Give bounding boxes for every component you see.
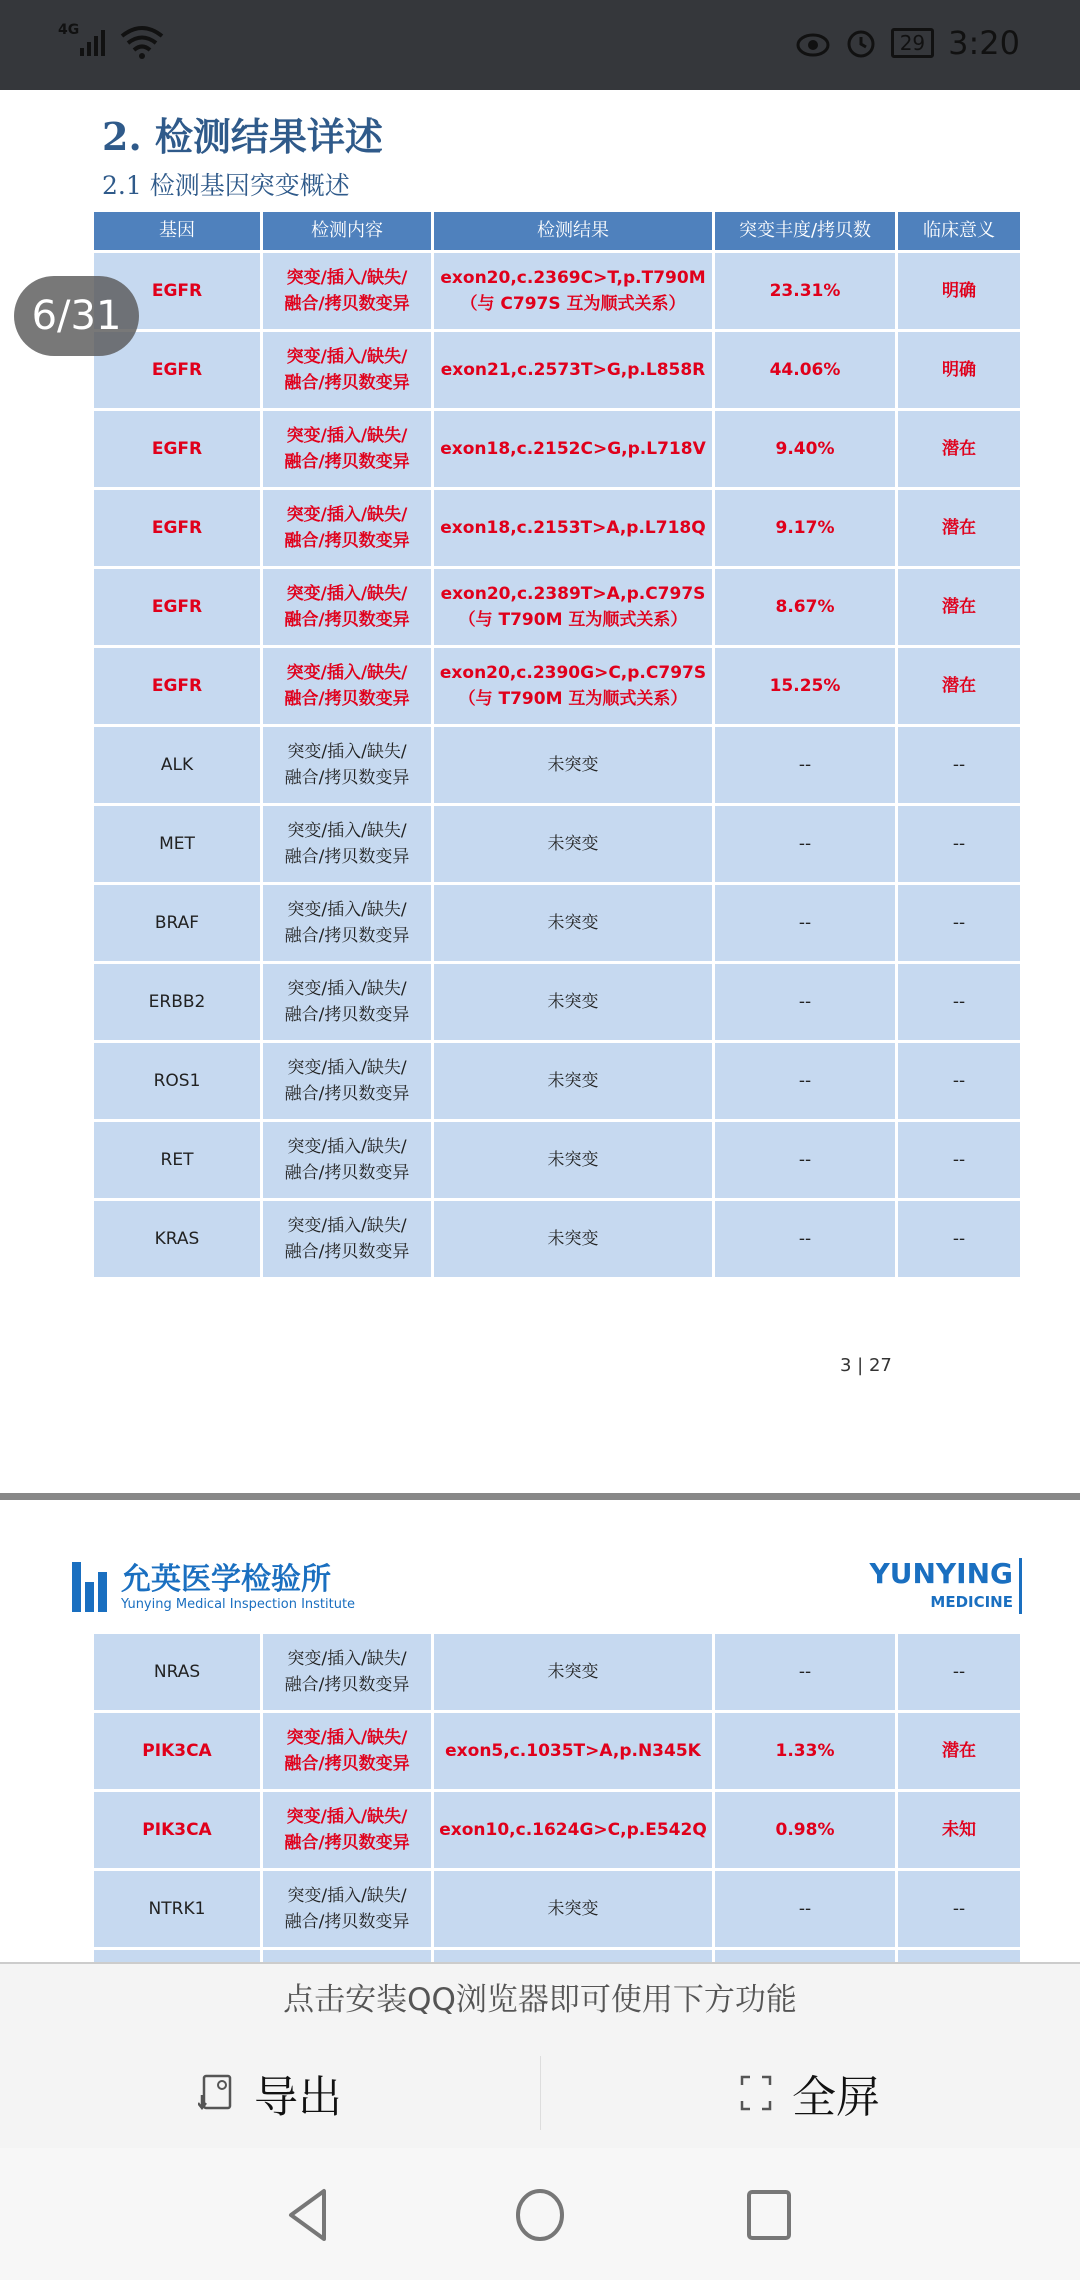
wifi-icon <box>120 24 164 60</box>
page-separator <box>0 1493 1080 1500</box>
header-gene: 基因 <box>94 212 260 250</box>
gene-cell: NTRK1 <box>94 1871 260 1947</box>
result-cell: 未突变 <box>434 727 712 803</box>
table-row <box>94 1201 1020 1277</box>
export-button[interactable] <box>0 2054 540 2132</box>
frequency-cell: -- <box>715 1634 895 1710</box>
gene-cell: PIK3CA <box>94 1792 260 1868</box>
install-prompt[interactable]: 点击安装QQ浏览器即可使用下方功能 <box>283 1982 797 2018</box>
gene-cell: EGFR <box>94 648 260 724</box>
table-row <box>94 648 1020 724</box>
significance-cell: 明确 <box>898 332 1020 408</box>
alarm-icon <box>845 27 877 59</box>
result-cell: 未突变 <box>434 885 712 961</box>
frequency-cell: -- <box>715 727 895 803</box>
gene-cell: NRAS <box>94 1634 260 1710</box>
content-cell: 突变/插入/缺失/ 融合/拷贝数变异 <box>263 1713 431 1789</box>
content-cell: 突变/插入/缺失/ 融合/拷贝数变异 <box>263 253 431 329</box>
content-cell: 突变/插入/缺失/ 融合/拷贝数变异 <box>263 727 431 803</box>
logo-en: Yunying Medical Inspection Institute <box>121 1596 356 1612</box>
gene-cell: EGFR <box>94 490 260 566</box>
signal-icon <box>80 30 105 56</box>
significance-cell: 潜在 <box>898 648 1020 724</box>
table-row <box>94 727 1020 803</box>
result-cell: 未突变 <box>434 1634 712 1710</box>
gene-cell: EGFR <box>94 332 260 408</box>
header-content: 检测内容 <box>263 212 431 250</box>
gene-cell: EGFR <box>94 411 260 487</box>
significance-cell: 潜在 <box>898 569 1020 645</box>
export-icon <box>198 2073 234 2113</box>
significance-cell: -- <box>898 964 1020 1040</box>
significance-cell: 潜在 <box>898 411 1020 487</box>
significance-cell: -- <box>898 1122 1020 1198</box>
gene-cell: EGFR <box>94 569 260 645</box>
back-icon[interactable] <box>286 2188 330 2242</box>
significance-cell: -- <box>898 806 1020 882</box>
frequency-cell: 9.17% <box>715 490 895 566</box>
export-label: 导出 <box>254 2072 342 2123</box>
content-cell: 突变/插入/缺失/ 融合/拷贝数变异 <box>263 885 431 961</box>
header-frequency: 突变丰度/拷贝数 <box>715 212 895 250</box>
eye-comfort-icon <box>795 28 831 58</box>
result-cell: 未突变 <box>434 1122 712 1198</box>
brand-logo <box>869 1558 1022 1614</box>
frequency-cell: 1.33% <box>715 1713 895 1789</box>
significance-cell: 未知 <box>898 1792 1020 1868</box>
significance-cell: -- <box>898 727 1020 803</box>
gene-cell: EGFR <box>94 253 260 329</box>
gene-cell: MET <box>94 806 260 882</box>
frequency-cell: -- <box>715 964 895 1040</box>
fullscreen-icon <box>740 2075 772 2111</box>
significance-cell: -- <box>898 1043 1020 1119</box>
significance-cell: 潜在 <box>898 490 1020 566</box>
significance-cell: -- <box>898 1201 1020 1277</box>
result-cell: 未突变 <box>434 806 712 882</box>
section-title: 2. 检测结果详述 <box>102 114 383 159</box>
frequency-cell: -- <box>715 1043 895 1119</box>
content-cell: 突变/插入/缺失/ 融合/拷贝数变异 <box>263 806 431 882</box>
network-type: 4G <box>58 22 80 38</box>
result-cell: 未突变 <box>434 1201 712 1277</box>
frequency-cell: -- <box>715 1201 895 1277</box>
table-row <box>94 569 1020 645</box>
result-cell: exon18,c.2153T>A,p.L718Q <box>434 490 712 566</box>
content-cell: 突变/插入/缺失/ 融合/拷贝数变异 <box>263 411 431 487</box>
table-row <box>94 1713 1020 1789</box>
table-row <box>94 964 1020 1040</box>
clock: 3:20 <box>948 24 1020 62</box>
result-cell: exon20,c.2390G>C,p.C797S （与 T790M 互为顺式关系） <box>434 648 712 724</box>
result-cell: exon20,c.2389T>A,p.C797S （与 T790M 互为顺式关系） <box>434 569 712 645</box>
frequency-cell: 0.98% <box>715 1792 895 1868</box>
section-subtitle: 2.1 检测基因突变概述 <box>102 171 350 200</box>
content-cell: 突变/插入/缺失/ 融合/拷贝数变异 <box>263 332 431 408</box>
content-cell: 突变/插入/缺失/ 融合/拷贝数变异 <box>263 1043 431 1119</box>
frequency-cell: -- <box>715 1122 895 1198</box>
gene-cell: RET <box>94 1122 260 1198</box>
header-result: 检测结果 <box>434 212 712 250</box>
recents-icon[interactable] <box>746 2188 792 2242</box>
frequency-cell: 9.40% <box>715 411 895 487</box>
frequency-cell: 23.31% <box>715 253 895 329</box>
gene-cell: PIK3CA <box>94 1713 260 1789</box>
table-row <box>94 885 1020 961</box>
content-cell: 突变/插入/缺失/ 融合/拷贝数变异 <box>263 648 431 724</box>
result-cell: 未突变 <box>434 1871 712 1947</box>
content-cell: 突变/插入/缺失/ 融合/拷贝数变异 <box>263 1634 431 1710</box>
content-cell: 突变/插入/缺失/ 融合/拷贝数变异 <box>263 569 431 645</box>
status-bar <box>0 0 1080 90</box>
fullscreen-button[interactable] <box>540 2054 1080 2132</box>
result-cell: exon10,c.1624G>C,p.E542Q <box>434 1792 712 1868</box>
mutation-table-page1 <box>91 209 1023 1280</box>
gene-cell: KRAS <box>94 1201 260 1277</box>
content-cell: 突变/插入/缺失/ 融合/拷贝数变异 <box>263 1871 431 1947</box>
table-row <box>94 806 1020 882</box>
frequency-cell: -- <box>715 885 895 961</box>
page-indicator-badge: 6/31 <box>14 276 139 356</box>
table-row <box>94 253 1020 329</box>
logo-bars-icon <box>72 1562 107 1612</box>
table-row <box>94 332 1020 408</box>
gene-cell: ERBB2 <box>94 964 260 1040</box>
frequency-cell: -- <box>715 806 895 882</box>
result-cell: exon20,c.2369C>T,p.T790M （与 C797S 互为顺式关系） <box>434 253 712 329</box>
home-icon[interactable] <box>514 2188 566 2242</box>
table-row <box>94 1871 1020 1947</box>
page-number: 3 | 27 <box>840 1355 892 1376</box>
table-row <box>94 1043 1020 1119</box>
install-banner <box>0 1962 1080 2148</box>
frequency-cell: -- <box>715 1871 895 1947</box>
significance-cell: 潜在 <box>898 1713 1020 1789</box>
table-row <box>94 1122 1020 1198</box>
result-cell: exon21,c.2573T>G,p.L858R <box>434 332 712 408</box>
table-header-row <box>94 212 1020 250</box>
result-cell: 未突变 <box>434 1043 712 1119</box>
significance-cell: 明确 <box>898 253 1020 329</box>
result-cell: exon5,c.1035T>A,p.N345K <box>434 1713 712 1789</box>
result-cell: 未突变 <box>434 964 712 1040</box>
significance-cell: -- <box>898 1871 1020 1947</box>
content-cell: 突变/插入/缺失/ 融合/拷贝数变异 <box>263 1201 431 1277</box>
frequency-cell: 15.25% <box>715 648 895 724</box>
logo-cn: 允英医学检验所 <box>121 1561 331 1597</box>
frequency-cell: 8.67% <box>715 569 895 645</box>
table-row <box>94 411 1020 487</box>
content-cell: 突变/插入/缺失/ 融合/拷贝数变异 <box>263 964 431 1040</box>
institute-logo <box>72 1562 355 1612</box>
table-row <box>94 1634 1020 1710</box>
gene-cell: ALK <box>94 727 260 803</box>
result-cell: exon18,c.2152C>G,p.L718V <box>434 411 712 487</box>
significance-cell: -- <box>898 885 1020 961</box>
significance-cell: -- <box>898 1634 1020 1710</box>
table-row <box>94 1792 1020 1868</box>
frequency-cell: 44.06% <box>715 332 895 408</box>
content-cell: 突变/插入/缺失/ 融合/拷贝数变异 <box>263 1792 431 1868</box>
battery-indicator: 29 <box>891 28 934 58</box>
header-significance: 临床意义 <box>898 212 1020 250</box>
content-cell: 突变/插入/缺失/ 融合/拷贝数变异 <box>263 1122 431 1198</box>
brand-top: YUNYING <box>869 1557 1013 1590</box>
brand-bottom: MEDICINE <box>930 1593 1013 1611</box>
content-cell: 突变/插入/缺失/ 融合/拷贝数变异 <box>263 490 431 566</box>
table-row <box>94 490 1020 566</box>
gene-cell: ROS1 <box>94 1043 260 1119</box>
gene-cell: BRAF <box>94 885 260 961</box>
fullscreen-label: 全屏 <box>792 2072 880 2123</box>
system-nav-bar <box>0 2148 1080 2280</box>
